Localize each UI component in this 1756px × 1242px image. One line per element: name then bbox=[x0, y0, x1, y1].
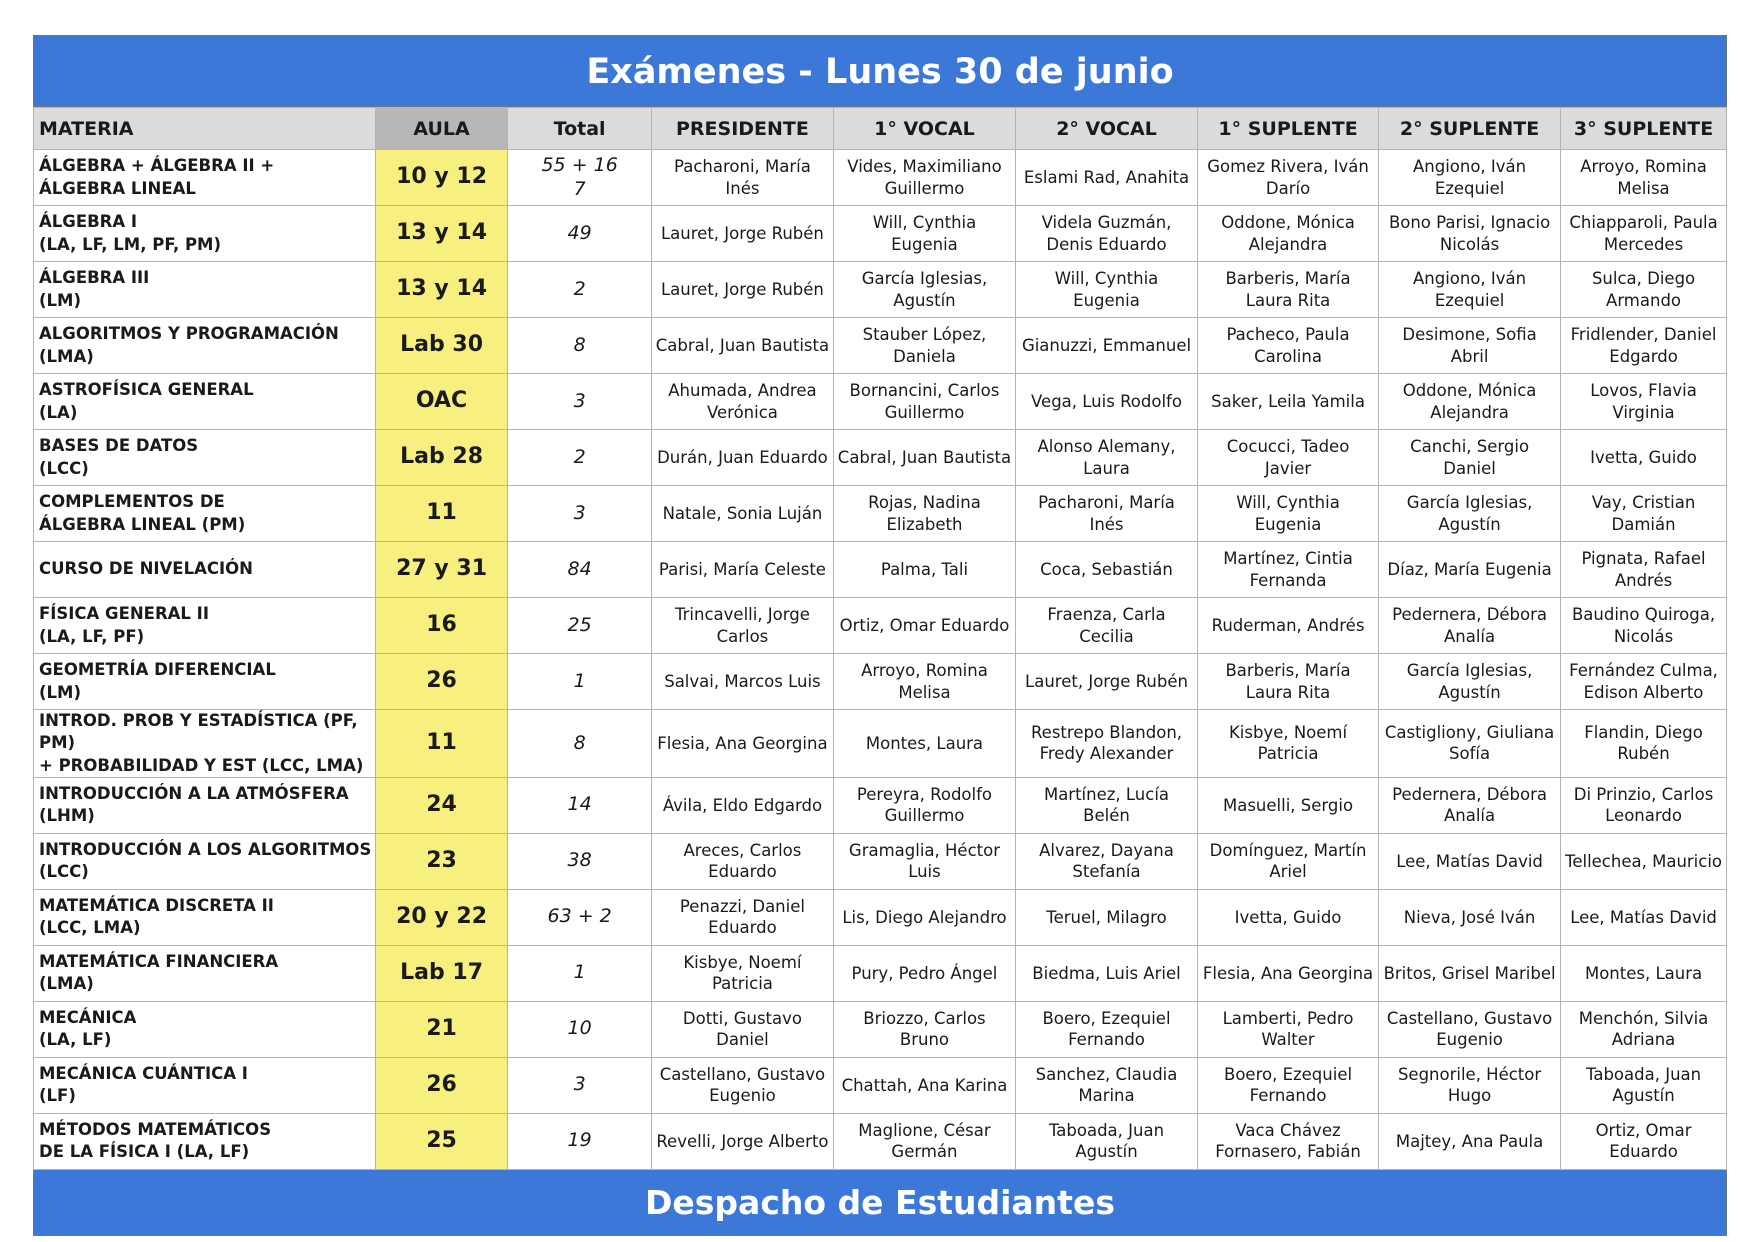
vocal-2-cell: Pacharoni, María Inés bbox=[1015, 486, 1197, 542]
aula-cell: 21 bbox=[375, 1001, 507, 1057]
vocal-2-cell: Lauret, Jorge Rubén bbox=[1015, 654, 1197, 710]
materia-cell: MÉTODOS MATEMÁTICOS DE LA FÍSICA I (LA, LF) bbox=[34, 1113, 376, 1169]
total-cell: 2 bbox=[508, 430, 652, 486]
vocal-2-cell: Vega, Luis Rodolfo bbox=[1015, 374, 1197, 430]
presidente-cell: Castellano, Gustavo Eugenio bbox=[651, 1057, 833, 1113]
suplente-3-cell: Montes, Laura bbox=[1561, 945, 1727, 1001]
total-cell: 3 bbox=[508, 374, 652, 430]
materia-cell: MATEMÁTICA DISCRETA II (LCC, LMA) bbox=[34, 889, 376, 945]
presidente-cell: Revelli, Jorge Alberto bbox=[651, 1113, 833, 1169]
total-cell: 19 bbox=[508, 1113, 652, 1169]
materia-cell: BASES DE DATOS (LCC) bbox=[34, 430, 376, 486]
suplente-3-cell: Ortiz, Omar Eduardo bbox=[1561, 1113, 1727, 1169]
table-row bbox=[34, 598, 1727, 654]
vocal-2-cell: Gianuzzi, Emmanuel bbox=[1015, 318, 1197, 374]
total-cell: 10 bbox=[508, 1001, 652, 1057]
table-row bbox=[34, 318, 1727, 374]
table-row bbox=[34, 654, 1727, 710]
vocal-1-cell: Pereyra, Rodolfo Guillermo bbox=[833, 777, 1015, 833]
vocal-1-cell: Briozzo, Carlos Bruno bbox=[833, 1001, 1015, 1057]
materia-cell: INTROD. PROB Y ESTADÍSTICA (PF, PM) + PROBABILIDAD Y EST (LCC, LMA) bbox=[34, 710, 376, 778]
total-cell: 8 bbox=[508, 710, 652, 778]
total-cell: 63 + 2 bbox=[508, 889, 652, 945]
header-total: Total bbox=[508, 108, 652, 150]
table-row bbox=[34, 486, 1727, 542]
materia-cell: GEOMETRÍA DIFERENCIAL (LM) bbox=[34, 654, 376, 710]
aula-cell: Lab 17 bbox=[375, 945, 507, 1001]
vocal-1-cell: Stauber López, Daniela bbox=[833, 318, 1015, 374]
suplente-1-cell: Kisbye, Noemí Patricia bbox=[1198, 710, 1379, 778]
suplente-3-cell: Menchón, Silvia Adriana bbox=[1561, 1001, 1727, 1057]
total-cell: 49 bbox=[508, 206, 652, 262]
suplente-1-cell: Domínguez, Martín Ariel bbox=[1198, 833, 1379, 889]
suplente-1-cell: Will, Cynthia Eugenia bbox=[1198, 486, 1379, 542]
suplente-1-cell: Pacheco, Paula Carolina bbox=[1198, 318, 1379, 374]
aula-cell: OAC bbox=[375, 374, 507, 430]
aula-cell: 11 bbox=[375, 710, 507, 778]
vocal-2-cell: Will, Cynthia Eugenia bbox=[1015, 262, 1197, 318]
suplente-2-cell: Segnorile, Héctor Hugo bbox=[1379, 1057, 1561, 1113]
suplente-2-cell: Castellano, Gustavo Eugenio bbox=[1379, 1001, 1561, 1057]
aula-cell: Lab 28 bbox=[375, 430, 507, 486]
header-materia: MATERIA bbox=[34, 108, 376, 150]
vocal-1-cell: Arroyo, Romina Melisa bbox=[833, 654, 1015, 710]
presidente-cell: Dotti, Gustavo Daniel bbox=[651, 1001, 833, 1057]
header-vocal-2: 2° VOCAL bbox=[1015, 108, 1197, 150]
aula-cell: 24 bbox=[375, 777, 507, 833]
presidente-cell: Penazzi, Daniel Eduardo bbox=[651, 889, 833, 945]
table-row bbox=[34, 206, 1727, 262]
vocal-1-cell: Maglione, César Germán bbox=[833, 1113, 1015, 1169]
presidente-cell: Ahumada, Andrea Verónica bbox=[651, 374, 833, 430]
suplente-3-cell: Di Prinzio, Carlos Leonardo bbox=[1561, 777, 1727, 833]
vocal-1-cell: Ortiz, Omar Eduardo bbox=[833, 598, 1015, 654]
suplente-2-cell: Bono Parisi, Ignacio Nicolás bbox=[1379, 206, 1561, 262]
vocal-2-cell: Videla Guzmán, Denis Eduardo bbox=[1015, 206, 1197, 262]
suplente-1-cell: Ruderman, Andrés bbox=[1198, 598, 1379, 654]
materia-cell: CURSO DE NIVELACIÓN bbox=[34, 542, 376, 598]
table-row bbox=[34, 150, 1727, 206]
suplente-1-cell: Barberis, María Laura Rita bbox=[1198, 262, 1379, 318]
materia-cell: MECÁNICA CUÁNTICA I (LF) bbox=[34, 1057, 376, 1113]
suplente-1-cell: Barberis, María Laura Rita bbox=[1198, 654, 1379, 710]
suplente-3-cell: Ivetta, Guido bbox=[1561, 430, 1727, 486]
aula-cell: 27 y 31 bbox=[375, 542, 507, 598]
suplente-2-cell: García Iglesias, Agustín bbox=[1379, 654, 1561, 710]
materia-cell: INTRODUCCIÓN A LA ATMÓSFERA (LHM) bbox=[34, 777, 376, 833]
suplente-2-cell: Majtey, Ana Paula bbox=[1379, 1113, 1561, 1169]
materia-cell: COMPLEMENTOS DE ÁLGEBRA LINEAL (PM) bbox=[34, 486, 376, 542]
vocal-2-cell: Alonso Alemany, Laura bbox=[1015, 430, 1197, 486]
suplente-3-cell: Taboada, Juan Agustín bbox=[1561, 1057, 1727, 1113]
header-presidente: PRESIDENTE bbox=[651, 108, 833, 150]
table-row bbox=[34, 430, 1727, 486]
suplente-1-cell: Gomez Rivera, Iván Darío bbox=[1198, 150, 1379, 206]
suplente-3-cell: Tellechea, Mauricio bbox=[1561, 833, 1727, 889]
table-row bbox=[34, 945, 1727, 1001]
suplente-2-cell: Oddone, Mónica Alejandra bbox=[1379, 374, 1561, 430]
presidente-cell: Durán, Juan Eduardo bbox=[651, 430, 833, 486]
vocal-2-cell: Boero, Ezequiel Fernando bbox=[1015, 1001, 1197, 1057]
materia-cell: MECÁNICA (LA, LF) bbox=[34, 1001, 376, 1057]
page-title: Exámenes - Lunes 30 de junio bbox=[33, 35, 1727, 107]
vocal-2-cell: Coca, Sebastián bbox=[1015, 542, 1197, 598]
header-vocal-1: 1° VOCAL bbox=[833, 108, 1015, 150]
suplente-2-cell: Castigliony, Giuliana Sofía bbox=[1379, 710, 1561, 778]
total-cell: 55 + 16 7 bbox=[508, 150, 652, 206]
vocal-1-cell: Chattah, Ana Karina bbox=[833, 1057, 1015, 1113]
vocal-1-cell: Gramaglia, Héctor Luis bbox=[833, 833, 1015, 889]
vocal-2-cell: Fraenza, Carla Cecilia bbox=[1015, 598, 1197, 654]
total-cell: 38 bbox=[508, 833, 652, 889]
suplente-3-cell: Pignata, Rafael Andrés bbox=[1561, 542, 1727, 598]
total-cell: 3 bbox=[508, 486, 652, 542]
table-row bbox=[34, 262, 1727, 318]
suplente-1-cell: Oddone, Mónica Alejandra bbox=[1198, 206, 1379, 262]
presidente-cell: Ávila, Eldo Edgardo bbox=[651, 777, 833, 833]
table-row bbox=[34, 1001, 1727, 1057]
suplente-2-cell: Angiono, Iván Ezequiel bbox=[1379, 262, 1561, 318]
suplente-3-cell: Fridlender, Daniel Edgardo bbox=[1561, 318, 1727, 374]
table-row bbox=[34, 542, 1727, 598]
header-suplente-3: 3° SUPLENTE bbox=[1561, 108, 1727, 150]
presidente-cell: Flesia, Ana Georgina bbox=[651, 710, 833, 778]
total-cell: 25 bbox=[508, 598, 652, 654]
header-suplente-1: 1° SUPLENTE bbox=[1198, 108, 1379, 150]
page-footer: Despacho de Estudiantes bbox=[33, 1170, 1727, 1236]
aula-cell: 25 bbox=[375, 1113, 507, 1169]
suplente-1-cell: Masuelli, Sergio bbox=[1198, 777, 1379, 833]
exam-sheet bbox=[33, 35, 1727, 1236]
presidente-cell: Areces, Carlos Eduardo bbox=[651, 833, 833, 889]
total-cell: 2 bbox=[508, 262, 652, 318]
total-cell: 3 bbox=[508, 1057, 652, 1113]
header-aula: AULA bbox=[375, 108, 507, 150]
vocal-1-cell: Vides, Maximiliano Guillermo bbox=[833, 150, 1015, 206]
vocal-2-cell: Eslami Rad, Anahita bbox=[1015, 150, 1197, 206]
table-row bbox=[34, 833, 1727, 889]
presidente-cell: Trincavelli, Jorge Carlos bbox=[651, 598, 833, 654]
suplente-3-cell: Vay, Cristian Damián bbox=[1561, 486, 1727, 542]
table-row bbox=[34, 1113, 1727, 1169]
presidente-cell: Kisbye, Noemí Patricia bbox=[651, 945, 833, 1001]
table-row bbox=[34, 889, 1727, 945]
suplente-3-cell: Lee, Matías David bbox=[1561, 889, 1727, 945]
table-row bbox=[34, 777, 1727, 833]
vocal-1-cell: Rojas, Nadina Elizabeth bbox=[833, 486, 1015, 542]
suplente-1-cell: Vaca Chávez Fornasero, Fabián bbox=[1198, 1113, 1379, 1169]
vocal-2-cell: Sanchez, Claudia Marina bbox=[1015, 1057, 1197, 1113]
total-cell: 8 bbox=[508, 318, 652, 374]
suplente-2-cell: Angiono, Iván Ezequiel bbox=[1379, 150, 1561, 206]
suplente-2-cell: Pedernera, Débora Analía bbox=[1379, 777, 1561, 833]
suplente-2-cell: Britos, Grisel Maribel bbox=[1379, 945, 1561, 1001]
materia-cell: ÁLGEBRA III (LM) bbox=[34, 262, 376, 318]
aula-cell: 10 y 12 bbox=[375, 150, 507, 206]
exam-table-body bbox=[34, 150, 1727, 1170]
suplente-2-cell: Nieva, José Iván bbox=[1379, 889, 1561, 945]
vocal-1-cell: Will, Cynthia Eugenia bbox=[833, 206, 1015, 262]
table-row bbox=[34, 1057, 1727, 1113]
suplente-2-cell: Pedernera, Débora Analía bbox=[1379, 598, 1561, 654]
presidente-cell: Parisi, María Celeste bbox=[651, 542, 833, 598]
presidente-cell: Cabral, Juan Bautista bbox=[651, 318, 833, 374]
exam-table bbox=[33, 107, 1727, 1170]
vocal-1-cell: Palma, Tali bbox=[833, 542, 1015, 598]
suplente-2-cell: Canchi, Sergio Daniel bbox=[1379, 430, 1561, 486]
aula-cell: 11 bbox=[375, 486, 507, 542]
suplente-3-cell: Sulca, Diego Armando bbox=[1561, 262, 1727, 318]
vocal-2-cell: Restrepo Blandon, Fredy Alexander bbox=[1015, 710, 1197, 778]
materia-cell: ALGORITMOS Y PROGRAMACIÓN (LMA) bbox=[34, 318, 376, 374]
vocal-1-cell: Lis, Diego Alejandro bbox=[833, 889, 1015, 945]
materia-cell: MATEMÁTICA FINANCIERA (LMA) bbox=[34, 945, 376, 1001]
suplente-3-cell: Baudino Quiroga, Nicolás bbox=[1561, 598, 1727, 654]
aula-cell: Lab 30 bbox=[375, 318, 507, 374]
suplente-2-cell: Desimone, Sofia Abril bbox=[1379, 318, 1561, 374]
aula-cell: 16 bbox=[375, 598, 507, 654]
header-row bbox=[34, 108, 1727, 150]
aula-cell: 26 bbox=[375, 1057, 507, 1113]
vocal-1-cell: Pury, Pedro Ángel bbox=[833, 945, 1015, 1001]
vocal-1-cell: García Iglesias, Agustín bbox=[833, 262, 1015, 318]
materia-cell: ASTROFÍSICA GENERAL (LA) bbox=[34, 374, 376, 430]
suplente-1-cell: Saker, Leila Yamila bbox=[1198, 374, 1379, 430]
suplente-3-cell: Lovos, Flavia Virginia bbox=[1561, 374, 1727, 430]
suplente-3-cell: Chiapparoli, Paula Mercedes bbox=[1561, 206, 1727, 262]
suplente-1-cell: Flesia, Ana Georgina bbox=[1198, 945, 1379, 1001]
presidente-cell: Lauret, Jorge Rubén bbox=[651, 206, 833, 262]
total-cell: 14 bbox=[508, 777, 652, 833]
table-row bbox=[34, 710, 1727, 778]
presidente-cell: Salvai, Marcos Luis bbox=[651, 654, 833, 710]
suplente-1-cell: Boero, Ezequiel Fernando bbox=[1198, 1057, 1379, 1113]
total-cell: 1 bbox=[508, 654, 652, 710]
presidente-cell: Lauret, Jorge Rubén bbox=[651, 262, 833, 318]
suplente-1-cell: Ivetta, Guido bbox=[1198, 889, 1379, 945]
table-row bbox=[34, 374, 1727, 430]
suplente-1-cell: Cocucci, Tadeo Javier bbox=[1198, 430, 1379, 486]
presidente-cell: Pacharoni, María Inés bbox=[651, 150, 833, 206]
suplente-1-cell: Martínez, Cintia Fernanda bbox=[1198, 542, 1379, 598]
presidente-cell: Natale, Sonia Luján bbox=[651, 486, 833, 542]
vocal-2-cell: Taboada, Juan Agustín bbox=[1015, 1113, 1197, 1169]
aula-cell: 13 y 14 bbox=[375, 206, 507, 262]
suplente-2-cell: Lee, Matías David bbox=[1379, 833, 1561, 889]
vocal-2-cell: Teruel, Milagro bbox=[1015, 889, 1197, 945]
materia-cell: FÍSICA GENERAL II (LA, LF, PF) bbox=[34, 598, 376, 654]
suplente-2-cell: García Iglesias, Agustín bbox=[1379, 486, 1561, 542]
vocal-1-cell: Cabral, Juan Bautista bbox=[833, 430, 1015, 486]
total-cell: 84 bbox=[508, 542, 652, 598]
aula-cell: 23 bbox=[375, 833, 507, 889]
vocal-2-cell: Biedma, Luis Ariel bbox=[1015, 945, 1197, 1001]
materia-cell: INTRODUCCIÓN A LOS ALGORITMOS (LCC) bbox=[34, 833, 376, 889]
aula-cell: 13 y 14 bbox=[375, 262, 507, 318]
aula-cell: 26 bbox=[375, 654, 507, 710]
vocal-1-cell: Montes, Laura bbox=[833, 710, 1015, 778]
suplente-3-cell: Arroyo, Romina Melisa bbox=[1561, 150, 1727, 206]
aula-cell: 20 y 22 bbox=[375, 889, 507, 945]
materia-cell: ÁLGEBRA + ÁLGEBRA II + ÁLGEBRA LINEAL bbox=[34, 150, 376, 206]
vocal-1-cell: Bornancini, Carlos Guillermo bbox=[833, 374, 1015, 430]
vocal-2-cell: Alvarez, Dayana Stefanía bbox=[1015, 833, 1197, 889]
suplente-1-cell: Lamberti, Pedro Walter bbox=[1198, 1001, 1379, 1057]
materia-cell: ÁLGEBRA I (LA, LF, LM, PF, PM) bbox=[34, 206, 376, 262]
total-cell: 1 bbox=[508, 945, 652, 1001]
suplente-3-cell: Flandin, Diego Rubén bbox=[1561, 710, 1727, 778]
suplente-2-cell: Díaz, María Eugenia bbox=[1379, 542, 1561, 598]
suplente-3-cell: Fernández Culma, Edison Alberto bbox=[1561, 654, 1727, 710]
header-suplente-2: 2° SUPLENTE bbox=[1379, 108, 1561, 150]
vocal-2-cell: Martínez, Lucía Belén bbox=[1015, 777, 1197, 833]
